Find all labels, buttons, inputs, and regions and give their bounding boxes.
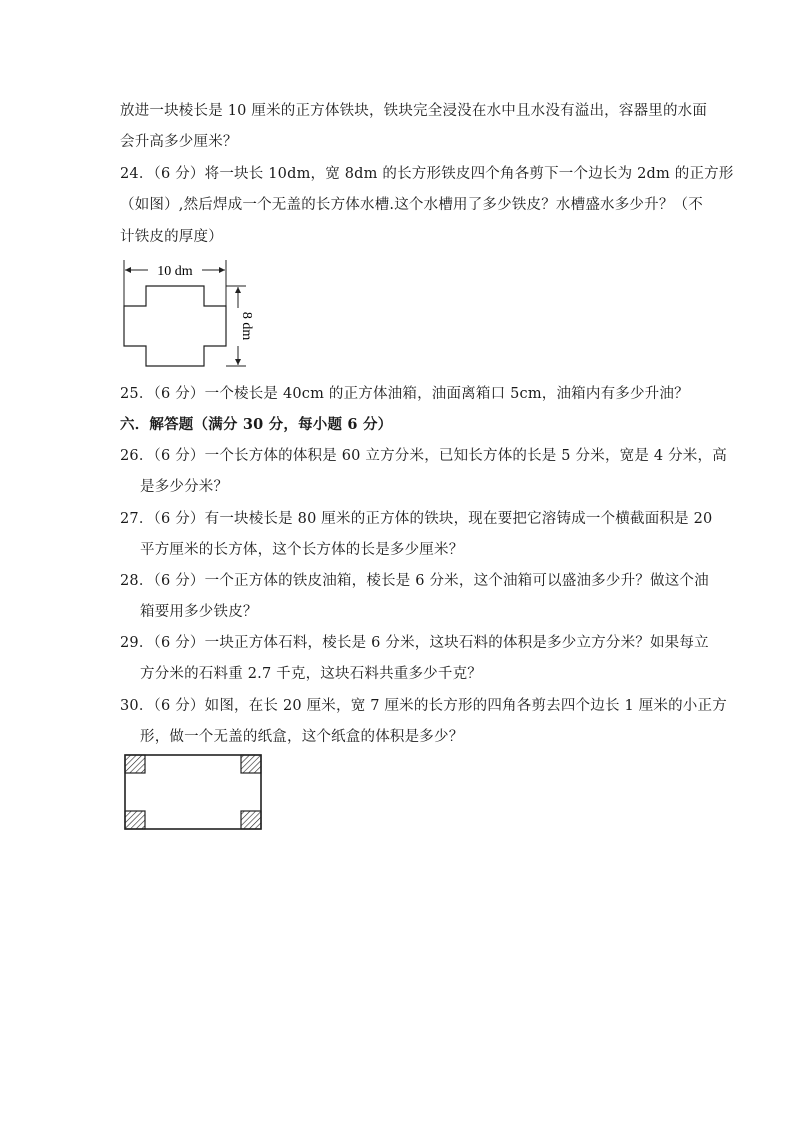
q27-line-1: 27．（6 分）有一块棱长是 80 厘米的正方体的铁块，现在要把它溶铸成一个横截面积是 20: [120, 511, 713, 527]
q30-line-1: 30．（6 分）如图，在长 20 厘米，宽 7 厘米的长方形的四角各剪去四个边长 1 厘米的小正方: [120, 698, 727, 714]
q28-line-1: 28．（6 分）一个正方体的铁皮油箱，棱长是 6 分米，这个油箱可以盛油多少升？做这个油: [120, 573, 709, 589]
q26-line-2: 是多少分米？: [140, 479, 229, 495]
q24-width-label: 10 dm: [157, 264, 193, 279]
corner-square-bottom-left: [125, 811, 145, 829]
corner-square-top-left: [125, 755, 145, 773]
q30-line-2: 形，做一个无盖的纸盒，这个纸盒的体积是多少？: [140, 729, 464, 745]
q24-line-3: 计铁皮的厚度）: [120, 229, 223, 245]
q24-height-label: 8 dm: [239, 311, 254, 341]
q24-line-1: 24．（6 分）将一块长 10dm，宽 8dm 的长方形铁皮四个角各剪下一个边长为 2dm 的正方形: [120, 166, 734, 182]
q23-line-1: 放进一块棱长是 10 厘米的正方体铁块，铁块完全浸没在水中且水没有溢出，容器里的水面: [120, 103, 708, 119]
q24-cross-figure: [118, 258, 258, 370]
corner-square-bottom-right: [241, 811, 261, 829]
q26-line-1: 26．（6 分）一个长方体的体积是 60 立方分米，已知长方体的长是 5 分米，宽是 4 分米，高: [120, 448, 727, 464]
q30-box-figure: [122, 752, 264, 832]
q25-line-1: 25．（6 分）一个棱长是 40cm 的正方体油箱，油面离箱口 5cm，油箱内有多少升油？: [120, 386, 689, 402]
q28-line-2: 箱要用多少铁皮？: [140, 604, 258, 620]
arrow-up-icon: [235, 287, 241, 293]
arrow-right-icon: [219, 267, 225, 273]
arrow-left-icon: [125, 267, 131, 273]
q27-line-2: 平方厘米的长方体，这个长方体的长是多少厘米？: [140, 542, 464, 558]
q29-line-2: 方分米的石料重 2.7 千克，这块石料共重多少千克？: [140, 666, 482, 682]
q24-line-2: （如图）,然后焊成一个无盖的长方体水槽.这个水槽用了多少铁皮？水槽盛水多少升？（不: [120, 197, 703, 213]
arrow-down-icon: [235, 359, 241, 365]
corner-square-top-right: [241, 755, 261, 773]
section-6-title: 六．解答题（满分 30 分，每小题 6 分）: [120, 416, 393, 433]
q23-line-2: 会升高多少厘米？: [120, 134, 238, 150]
q29-line-1: 29．（6 分）一块正方体石料，棱长是 6 分米，这块石料的体积是多少立方分米？如果每立: [120, 635, 709, 651]
cross-shape: [124, 286, 226, 366]
